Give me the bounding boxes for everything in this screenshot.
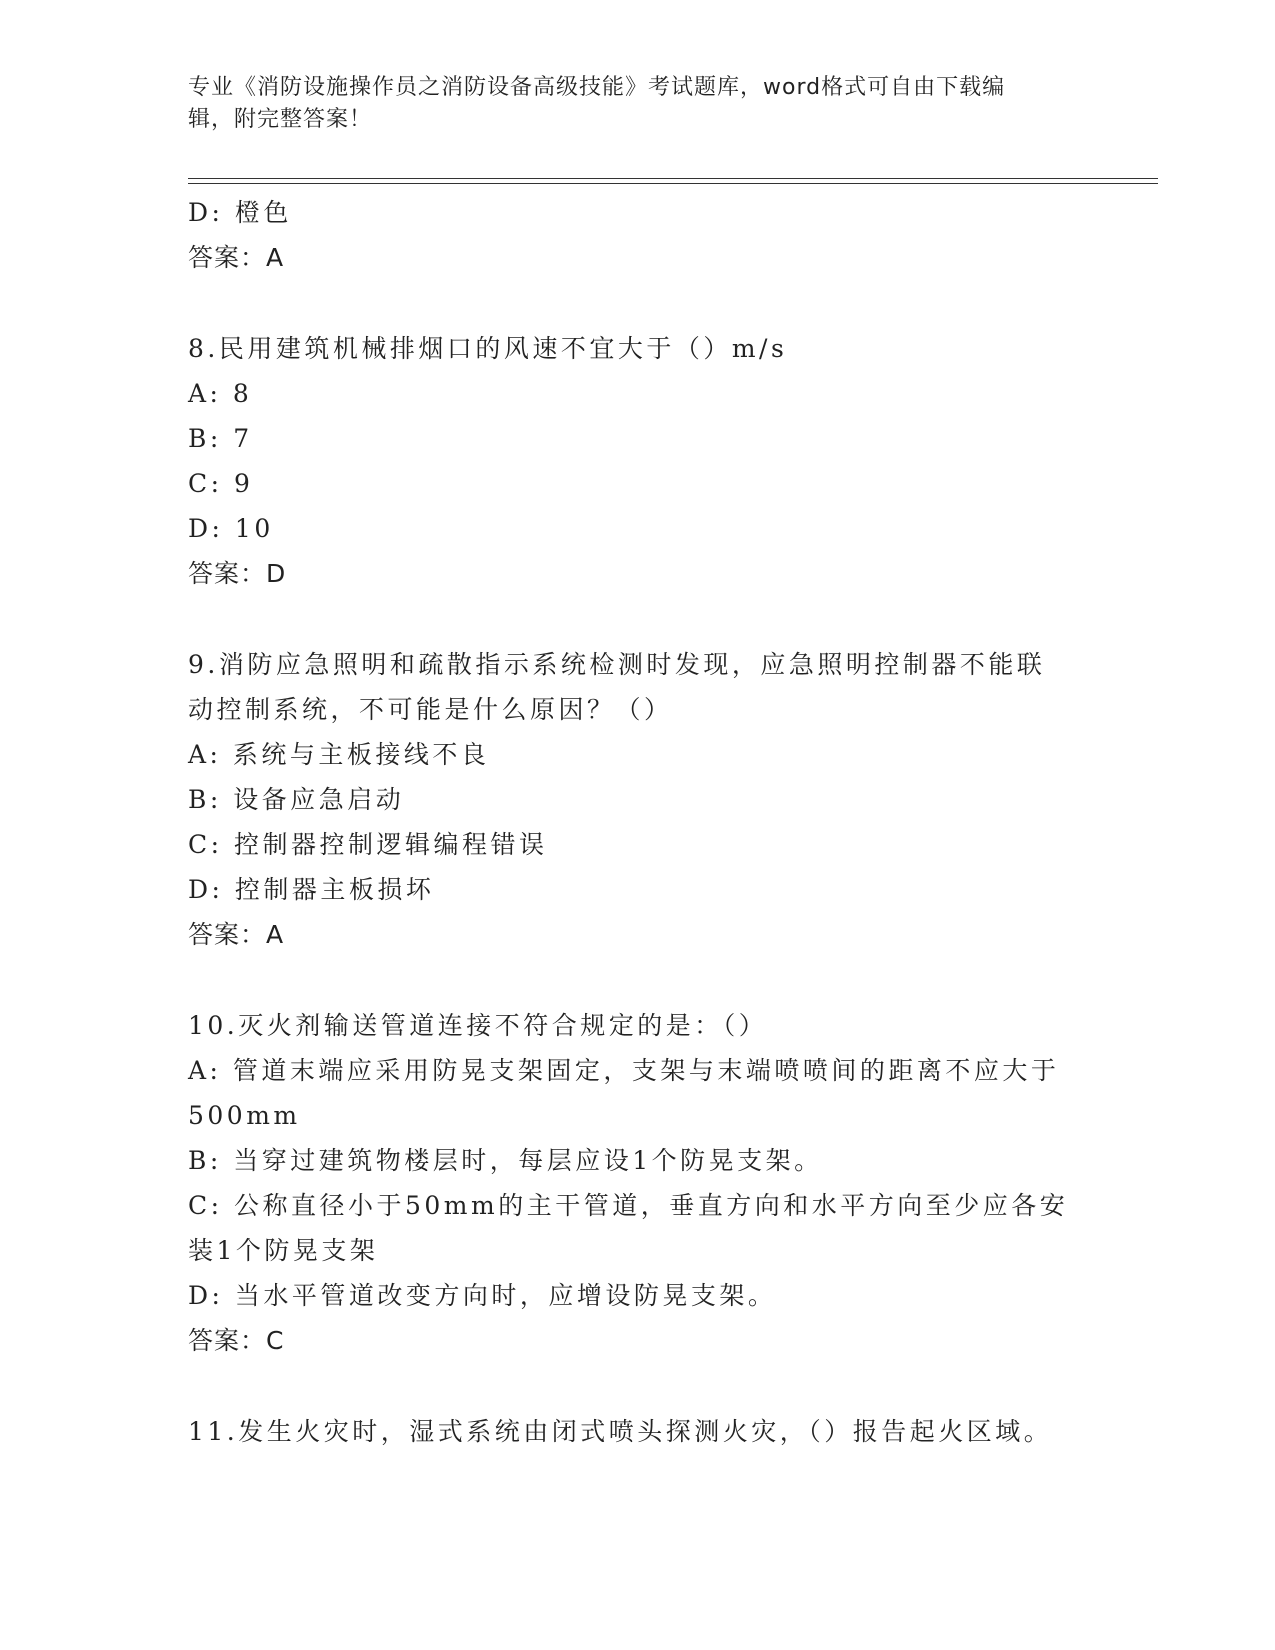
prev-option-d: D: 橙色 xyxy=(188,198,292,227)
q8-answer: 答案：D xyxy=(188,559,287,588)
question-11 xyxy=(188,1409,1088,1454)
document-header xyxy=(188,72,1068,136)
q9-answer: 答案：A xyxy=(188,920,285,949)
q10-option-d: D: 当水平管道改变方向时，应增设防晃支架。 xyxy=(188,1281,777,1310)
q10-option-a-line-2: 500mm xyxy=(188,1101,301,1130)
q10-option-c-line-2: 装1个防晃支架 xyxy=(188,1236,379,1265)
q10-option-c-line-1: C: 公称直径小于50mm的主干管道，垂直方向和水平方向至少应各安 xyxy=(188,1191,1069,1220)
prev-answer: 答案：A xyxy=(188,243,285,272)
q8-option-c: C: 9 xyxy=(188,469,254,498)
q9-option-a: A: 系统与主板接线不良 xyxy=(188,740,490,769)
q8-option-d: D: 10 xyxy=(188,514,274,543)
question-list xyxy=(188,190,1088,1454)
header-rule-top xyxy=(188,178,1158,179)
q10-option-a-line-1: A: 管道末端应采用防晃支架固定，支架与末端喷喷间的距离不应大于 xyxy=(188,1056,1060,1085)
header-line-2: 辑，附完整答案！ xyxy=(188,107,373,132)
q8-option-b: B: 7 xyxy=(188,424,253,453)
question-10 xyxy=(188,1003,1088,1363)
q9-stem-line-1: 9.消防应急照明和疏散指示系统检测时发现，应急照明控制器不能联 xyxy=(188,650,1046,679)
q9-option-c: C: 控制器控制逻辑编程错误 xyxy=(188,830,548,859)
question-8 xyxy=(188,326,1088,596)
header-rule-bottom xyxy=(188,183,1158,184)
q11-stem: 11.发生火灾时，湿式系统由闭式喷头探测火灾，（）报告起火区域。 xyxy=(188,1417,1053,1446)
question-9 xyxy=(188,642,1088,957)
q10-stem: 10.灭火剂输送管道连接不符合规定的是：（） xyxy=(188,1011,768,1040)
q8-stem: 8.民用建筑机械排烟口的风速不宜大于（）m/s xyxy=(188,334,788,363)
q10-option-b: B: 当穿过建筑物楼层时，每层应设1个防晃支架。 xyxy=(188,1146,823,1175)
q10-answer: 答案：C xyxy=(188,1326,285,1355)
q9-option-d: D: 控制器主板损坏 xyxy=(188,875,435,904)
header-line-1: 专业《消防设施操作员之消防设备高级技能》考试题库，word格式可自由下载编 xyxy=(188,75,1006,100)
q8-option-a: A: 8 xyxy=(188,379,253,408)
q9-stem-line-2: 动控制系统，不可能是什么原因？（） xyxy=(188,695,673,724)
prev-question xyxy=(188,190,1088,280)
q9-option-b: B: 设备应急启动 xyxy=(188,785,405,814)
